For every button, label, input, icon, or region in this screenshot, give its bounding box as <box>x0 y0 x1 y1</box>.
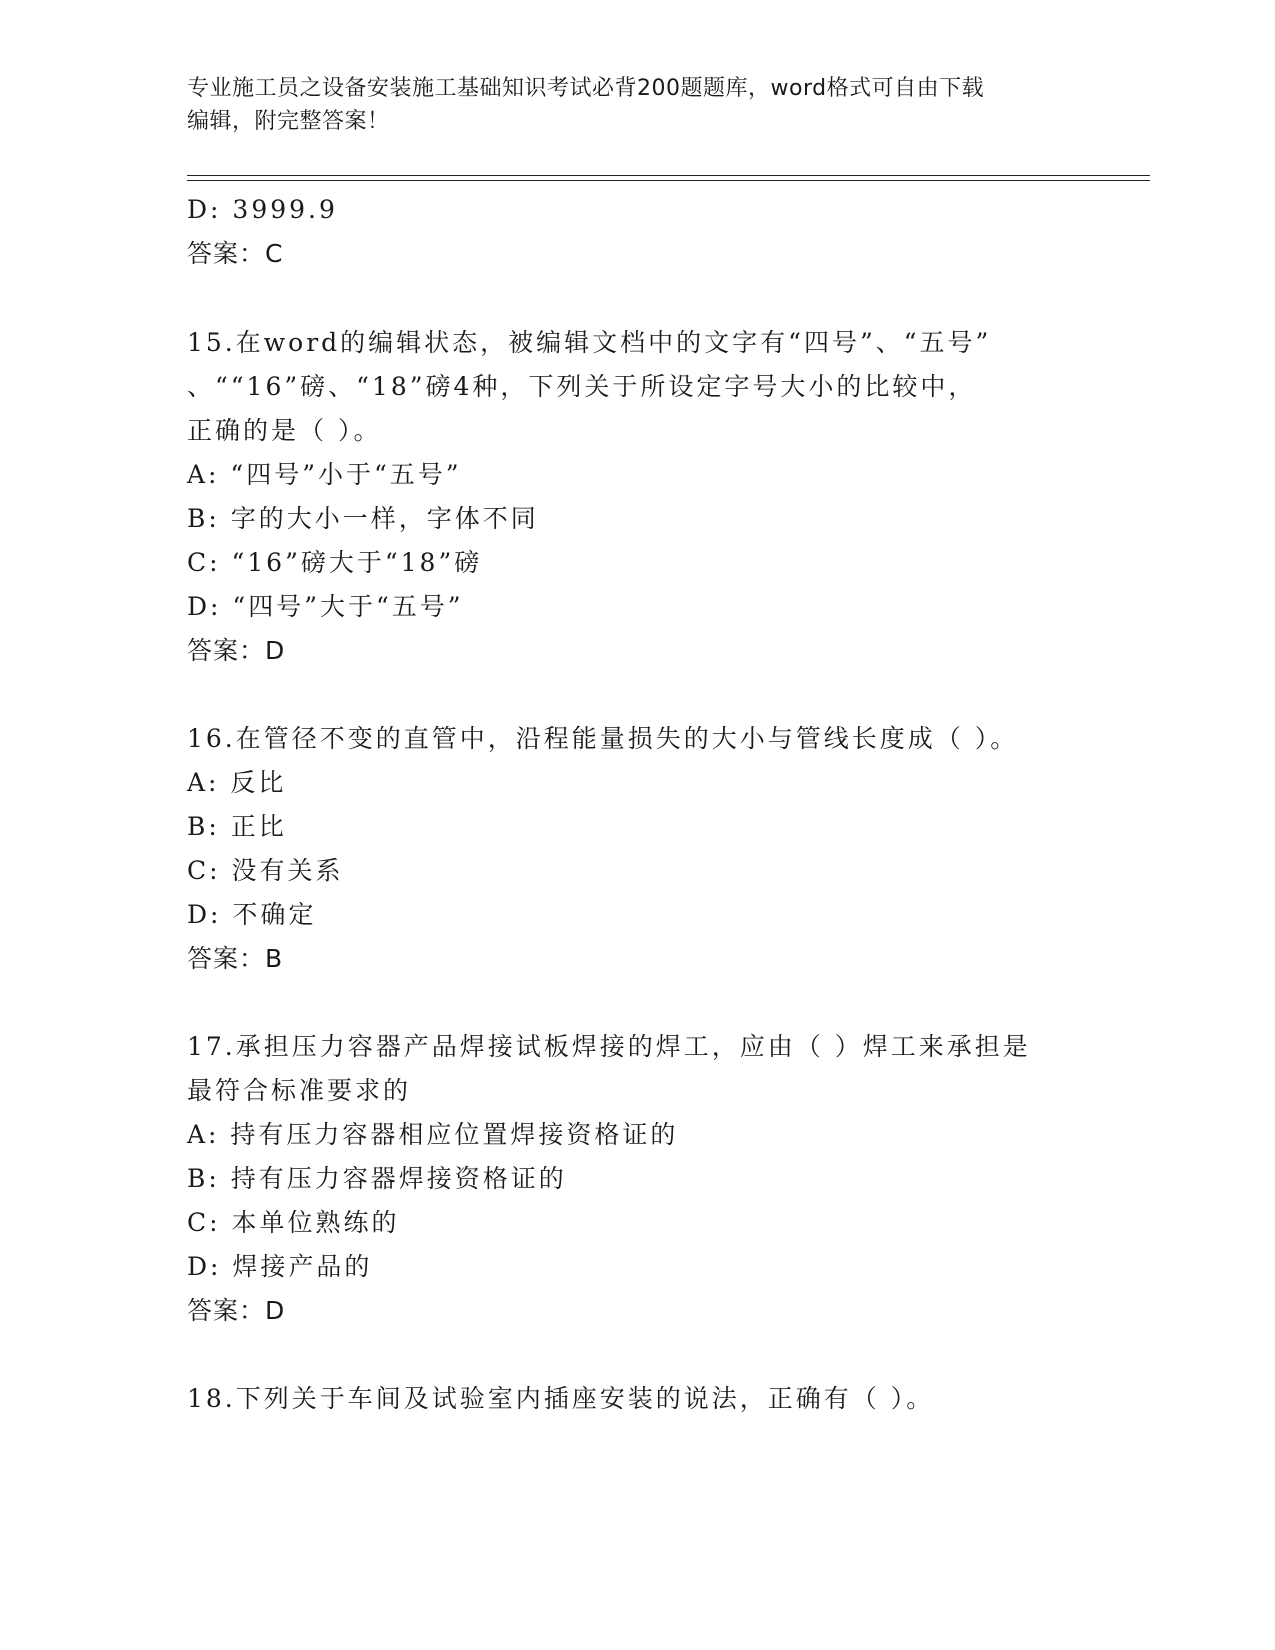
question-17-stem-line-2: 最符合标准要求的 <box>187 1076 412 1105</box>
question-15-option-c: C: “16”磅大于“18”磅 <box>187 548 483 577</box>
page-header <box>187 72 1087 138</box>
question-16-stem-line-1: 16.在管径不变的直管中，沿程能量损失的大小与管线长度成（ ）。 <box>187 724 1019 753</box>
question-16-option-b: B: 正比 <box>187 812 287 841</box>
header-title-line-1: 专业施工员之设备安装施工基础知识考试必背200题题库，word格式可自由下载 <box>187 76 985 101</box>
question-16-answer: 答案：B <box>187 944 284 973</box>
option-d: D: 3999.9 <box>187 195 338 224</box>
answer: 答案：C <box>187 239 284 268</box>
question-15-stem-line-3: 正确的是（ ）。 <box>187 416 382 445</box>
question-15-option-d: D: “四号”大于“五号” <box>187 592 464 621</box>
question-15-option-a: A: “四号”小于“五号” <box>187 460 462 489</box>
question-18-stem-line-1: 18.下列关于车间及试验室内插座安装的说法，正确有（ ）。 <box>187 1384 935 1413</box>
question-15-stem-line-1: 15.在word的编辑状态，被编辑文档中的文字有“四号”、“五号” <box>187 328 992 357</box>
question-17-answer: 答案：D <box>187 1296 286 1325</box>
header-title-line-2: 编辑，附完整答案！ <box>187 109 390 134</box>
question-17-stem-line-1: 17.承担压力容器产品焊接试板焊接的焊工，应由（ ）焊工来承担是 <box>187 1032 1031 1061</box>
question-17-option-a: A: 持有压力容器相应位置焊接资格证的 <box>187 1120 679 1149</box>
question-15-stem-line-2: 、““16”磅、“18”磅4种，下列关于所设定字号大小的比较中， <box>187 372 977 401</box>
question-15-option-b: B: 字的大小一样，字体不同 <box>187 504 539 533</box>
question-17-option-c: C: 本单位熟练的 <box>187 1208 400 1237</box>
question-15-answer: 答案：D <box>187 636 286 665</box>
question-17-option-d: D: 焊接产品的 <box>187 1252 373 1281</box>
question-17-option-b: B: 持有压力容器焊接资格证的 <box>187 1164 567 1193</box>
question-16-option-c: C: 没有关系 <box>187 856 344 885</box>
question-16-option-a: A: 反比 <box>187 768 287 797</box>
question-16-option-d: D: 不确定 <box>187 900 317 929</box>
header-divider-bottom <box>187 180 1150 181</box>
header-divider-top <box>187 175 1150 176</box>
